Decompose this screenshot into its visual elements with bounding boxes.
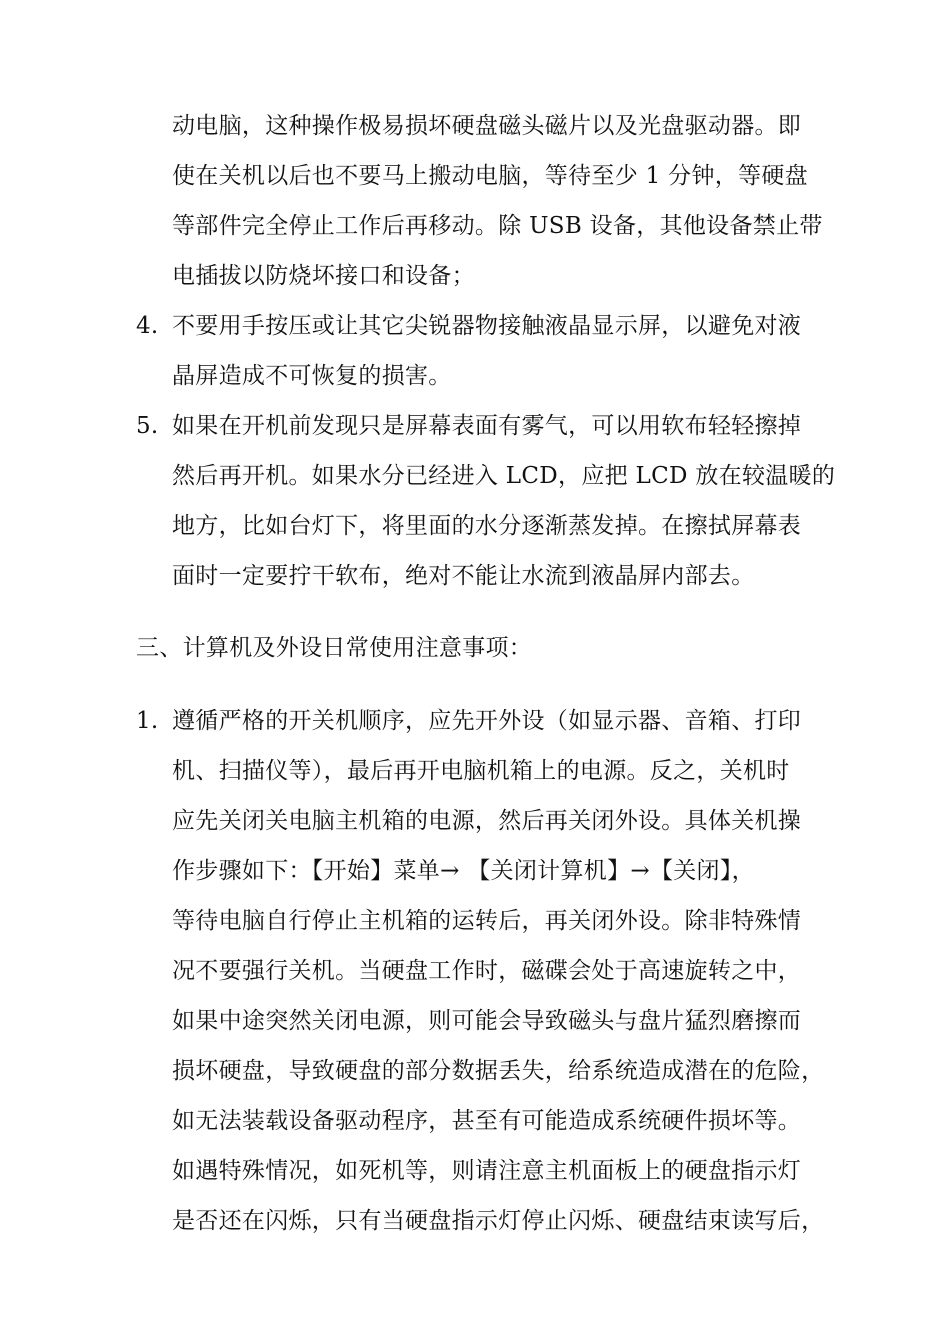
list-item-line: 等待电脑自行停止主机箱的运转后，再关闭外设。除非特殊情 [172, 908, 802, 934]
list-item-number: 4. [136, 313, 159, 339]
list-item-line: 是否还在闪烁，只有当硬盘指示灯停止闪烁、硬盘结束读写后， [172, 1208, 825, 1234]
list-item-line: 地方，比如台灯下，将里面的水分逐渐蒸发掉。在擦拭屏幕表 [172, 513, 802, 539]
list-item-line: 应先关闭关电脑主机箱的电源，然后再关闭外设。具体关机操 [172, 808, 802, 834]
paragraph-line: 使在关机以后也不要马上搬动电脑，等待至少 1 分钟，等硬盘 [172, 163, 808, 189]
list-item-line: 损坏硬盘，导致硬盘的部分数据丢失，给系统造成潜在的危险， [172, 1058, 825, 1084]
list-item-line: 如无法装载设备驱动程序，甚至有可能造成系统硬件损坏等。 [172, 1108, 802, 1134]
list-item-number: 1. [136, 708, 159, 734]
section-heading: 三、计算机及外设日常使用注意事项： [136, 635, 533, 661]
paragraph-line: 电插拔以防烧坏接口和设备； [172, 263, 475, 289]
list-item-number: 5. [136, 413, 159, 439]
list-item-line: 如果在开机前发现只是屏幕表面有雾气，可以用软布轻轻擦掉 [172, 413, 802, 439]
list-item-line: 面时一定要拧干软布，绝对不能让水流到液晶屏内部去。 [172, 563, 755, 589]
paragraph-line: 动电脑，这种操作极易损坏硬盘磁头磁片以及光盘驱动器。即 [172, 113, 802, 139]
list-item-line: 如果中途突然关闭电源，则可能会导致磁头与盘片猛烈磨擦而 [172, 1008, 802, 1034]
list-item-line: 遵循严格的开关机顺序，应先开外设（如显示器、音箱、打印 [172, 708, 802, 734]
list-item-line: 机、扫描仪等），最后再开电脑机箱上的电源。反之，关机时 [172, 758, 790, 784]
list-item-line: 况不要强行关机。当硬盘工作时，磁碟会处于高速旋转之中， [172, 958, 802, 984]
list-item-line: 如遇特殊情况，如死机等，则请注意主机面板上的硬盘指示灯 [172, 1158, 802, 1184]
paragraph-line: 等部件完全停止工作后再移动。除 USB 设备，其他设备禁止带 [172, 213, 823, 239]
list-item-line: 作步骤如下：【开始】菜单→ 【关闭计算机】→【关闭】， [172, 858, 755, 884]
list-item-line: 晶屏造成不可恢复的损害。 [172, 363, 452, 389]
list-item-line: 然后再开机。如果水分已经进入 LCD，应把 LCD 放在较温暖的 [172, 463, 836, 489]
list-item-line: 不要用手按压或让其它尖锐器物接触液晶显示屏，以避免对液 [172, 313, 802, 339]
